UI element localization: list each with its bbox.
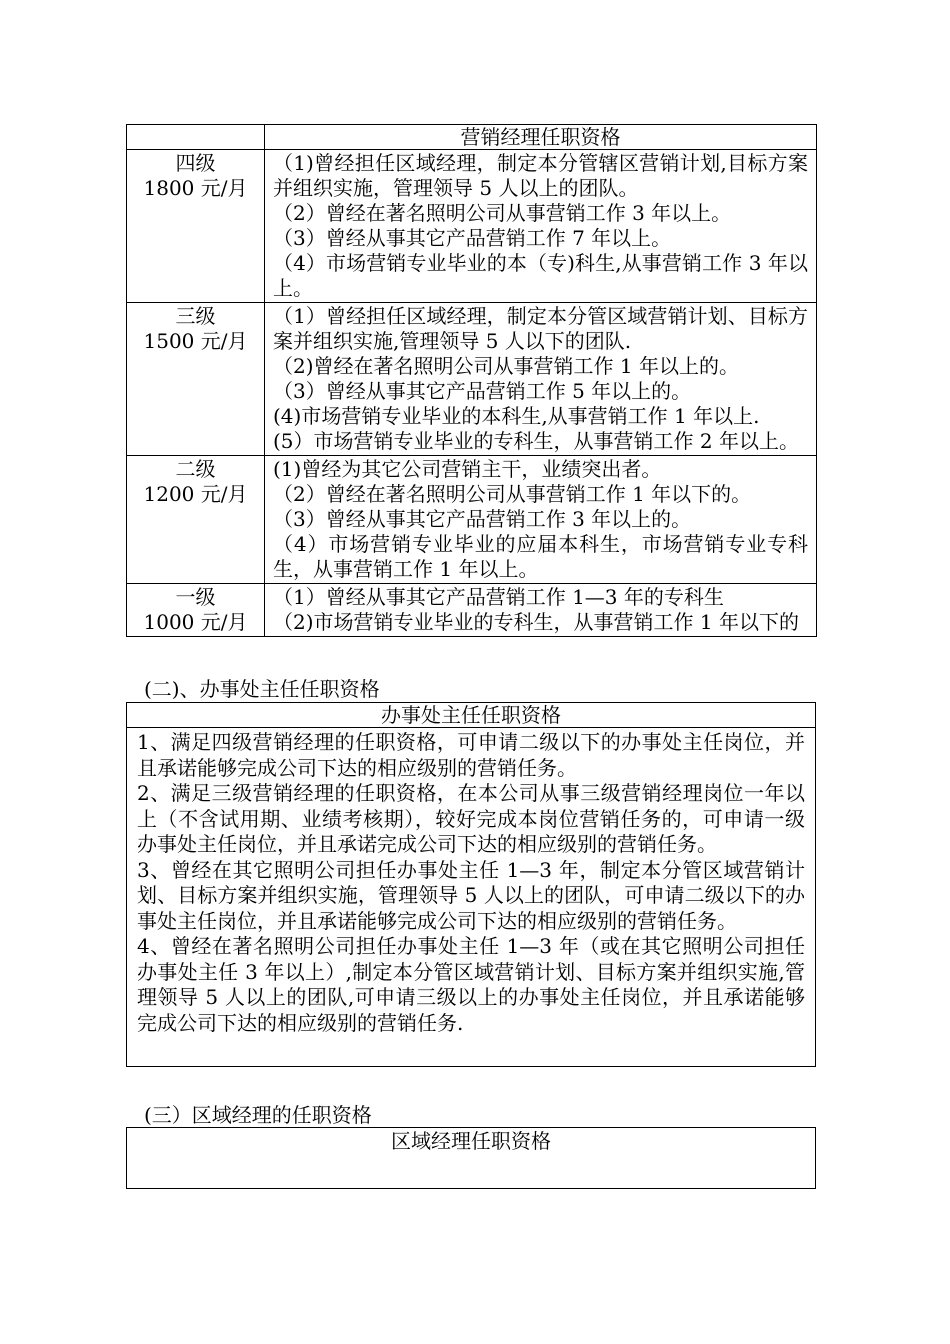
requirement-item: 4、曾经在著名照明公司担任办事处主任 1—3 年（或在其它照明公司担任办事处主任 3 年以上）,制定本分管区域营销计划、目标方案并组织实施,管理领导 5 人以上的团队,可申请三级以上的办事处主任岗位，并且承诺能够完成公司下达的相应级别的营销任务.	[137, 934, 805, 1035]
grade-cell	[127, 584, 265, 637]
salary-label: 1800 元/月	[143, 176, 248, 200]
requirement-item: （2）曾经在著名照明公司从事营销工作 1 年以下的。	[273, 482, 752, 506]
salary-label: 1000 元/月	[143, 610, 248, 634]
requirement-item: （3）曾经从事其它产品营销工作 3 年以上的。	[273, 507, 692, 531]
requirement-item: （1)曾经担任区域经理，制定本分管辖区营销计划,目标方案并组织实施，管理领导 5 人以上的团队。	[273, 151, 808, 200]
table-row	[127, 584, 817, 637]
table-row	[127, 150, 817, 303]
table-header-row	[127, 125, 817, 150]
requirement-item: (4)市场营销专业毕业的本科生,从事营销工作 1 年以上.	[273, 404, 760, 428]
requirement-item: 1、满足四级营销经理的任职资格，可申请二级以下的办事处主任岗位，并且承诺能够完成公司下达的相应级别的营销任务。	[137, 730, 805, 780]
requirement-item: （3）曾经从事其它产品营销工作 5 年以上的。	[273, 379, 692, 403]
requirements-cell	[265, 150, 817, 303]
section-title: (二)、办事处主任任职资格	[144, 677, 380, 701]
section-title: (三）区域经理的任职资格	[144, 1103, 372, 1127]
grade-label: 四级	[175, 151, 216, 175]
table-row	[127, 728, 816, 1067]
sales-manager-qualification-table	[126, 124, 817, 637]
table-header-row	[127, 1128, 816, 1189]
requirement-item: （4）市场营销专业毕业的应届本科生，市场营销专业专科生，从事营销工作 1 年以上。	[273, 532, 808, 581]
table-row	[127, 456, 817, 584]
requirement-item: （1）曾经从事其它产品营销工作 1—3 年的专科生	[273, 585, 724, 609]
requirement-item: 3、曾经在其它照明公司担任办事处主任 1—3 年，制定本分管区域营销计划、目标方案并组织实施，管理领导 5 人以上的团队，可申请二级以下的办事处主任岗位，并且承诺能够完成公司下达的相应级别的营销任务。	[137, 857, 805, 933]
requirements-cell	[265, 456, 817, 584]
grade-label: 二级	[175, 457, 216, 481]
salary-label: 1500 元/月	[143, 329, 248, 353]
requirement-item: （3）曾经从事其它产品营销工作 7 年以上。	[273, 226, 672, 250]
requirement-item: （4）市场营销专业毕业的本（专)科生,从事营销工作 3 年以上。	[273, 251, 808, 300]
requirements-cell	[265, 303, 817, 456]
grade-label: 三级	[175, 304, 216, 328]
requirement-item: 2、满足三级营销经理的任职资格，在本公司从事三级营销经理岗位一年以上（不含试用期、业绩考核期），较好完成本岗位营销任务的，可申请一级办事处主任岗位，并且承诺完成公司下达的相应级别的营销任务。	[137, 781, 805, 856]
regional-manager-qualification-table	[126, 1127, 816, 1189]
requirements-cell	[265, 584, 817, 637]
table-header: 办事处主任任职资格	[127, 703, 816, 728]
requirement-item: (1)曾经为其它公司营销主干，业绩突出者。	[273, 457, 662, 481]
grade-cell	[127, 303, 265, 456]
requirement-item: （2)曾经在著名照明公司从事营销工作 1 年以上的。	[273, 354, 739, 378]
grade-label: 一级	[175, 585, 216, 609]
requirements-cell	[127, 728, 816, 1067]
grade-cell	[127, 150, 265, 303]
requirement-item: （2)市场营销专业毕业的专科生，从事营销工作 1 年以下的	[273, 610, 799, 634]
requirement-item: （1）曾经担任区域经理，制定本分管区域营销计划、目标方案并组织实施,管理领导 5 人以下的团队.	[273, 304, 808, 353]
header-empty-cell	[127, 125, 265, 150]
table-row	[127, 303, 817, 456]
salary-label: 1200 元/月	[143, 482, 248, 506]
table-header: 区域经理任职资格	[127, 1128, 816, 1189]
table-header: 营销经理任职资格	[265, 125, 817, 150]
requirement-item: (5）市场营销专业毕业的专科生，从事营销工作 2 年以上。	[273, 429, 799, 453]
requirement-item: （2）曾经在著名照明公司从事营销工作 3 年以上。	[273, 201, 732, 225]
grade-cell	[127, 456, 265, 584]
office-director-qualification-table	[126, 702, 816, 1067]
table-header-row	[127, 703, 816, 728]
